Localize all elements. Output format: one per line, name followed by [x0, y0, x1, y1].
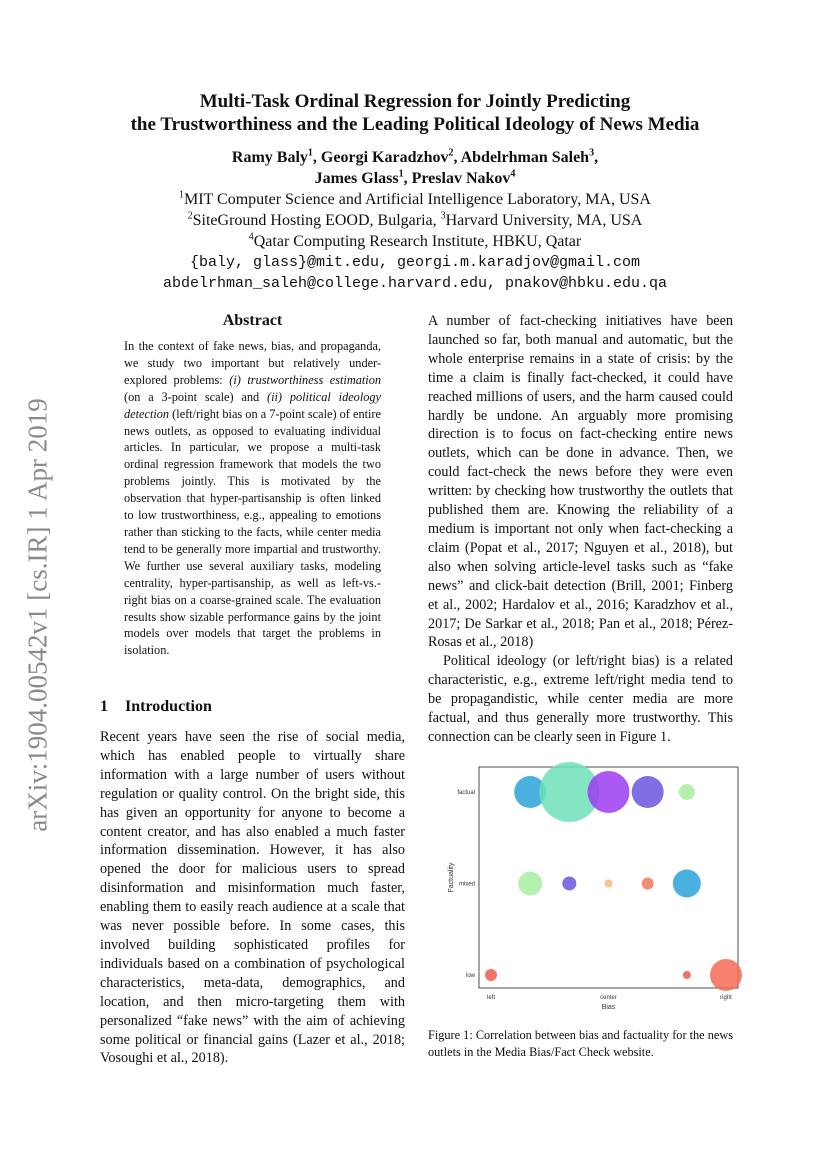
separator: ,	[453, 149, 461, 166]
data-bubble	[679, 784, 695, 800]
abstract-segment: (on a 3-point scale) and	[124, 389, 267, 404]
author-name: Abdelrhman Saleh	[460, 149, 590, 166]
section-title: Introduction	[125, 698, 212, 715]
affiliation-text: Qatar Computing Research Institute, HBKU, Qatar	[253, 233, 582, 250]
data-bubble	[518, 872, 542, 896]
y-tick-label: mixed	[458, 881, 475, 888]
abstract-text	[124, 338, 381, 659]
author-line-1	[60, 147, 770, 168]
figure-caption: Figure 1: Correlation between bias and factuality for the news outlets in the Media Bias/Fact Check website.	[428, 1028, 733, 1059]
data-bubble	[710, 959, 742, 991]
intro-paragraph: Recent years have seen the rise of social media, which has enabled people to virtually share information with a large number of users without regulation or quality control. On the bright side, this has given an opportunity for anyone to become a content creator, and has also enabled a much faster information dissemination. However, it has also opened the door for malicious users to spread disinformation and misinformation much faster, enabling them to easily reach audience at a scale that was never possible before. In some cases, this involved building sophisticated profiles for individuals based on a combination of psychological characteristics, meta-data, demographics, and location, and then micro-targeting them with personalized “fake news” with the aim of achieving some political or financial gains (Lazer et al., 2018; Vosoughi et al., 2018).	[100, 729, 405, 1067]
abstract-segment: (left/right bias on a 7-point scale) of entire news outlets, as opposed to evaluating individual articles. In particular, we propose a multi-task ordinal regression framework that models the two problems jointly. This is motivated by the observation that hyper-partisanship is often linked to low trustworthiness, e.g., appealing to emotions rather than sticking to the facts, while center media tend to be generally more impartial and trustworthy. We further use several auxiliary tasks, modeling centrality, hyper-partisanship, as well as left-vs.-right bias on a coarse-grained scale. The evaluation results show sizable performance gains by the joint models over models that target the problems in isolation.	[124, 406, 381, 658]
paragraph: Political ideology (or left/right bias) is a related characteristic, e.g., extreme left/right media tend to be propagandistic, while center media are more factual, and thus generally more trustworthy. This connection can be clearly seen in Figure 1.	[428, 653, 733, 745]
affiliation-marker: 4	[510, 168, 516, 180]
figure-1	[446, 762, 746, 1017]
affiliation-3	[60, 231, 770, 252]
abstract-italic: (ii)	[266, 389, 282, 404]
affiliation-1	[60, 189, 770, 210]
title-line-2: the Trustworthiness and the Leading Political Ideology of News Media	[130, 114, 700, 135]
author-block	[60, 147, 770, 294]
arxiv-stamp	[20, 380, 56, 850]
y-tick-label: factual	[457, 790, 475, 796]
x-tick-label: center	[600, 995, 617, 1001]
paragraph: A number of fact-checking initiatives have been launched so far, both manual and automatic, but the whole enterprise remains in a state of crisis: by the time a claim is finally fact-checked, it could have reached millions of users, and the harm caused could hardly be undone. An arguably more promising direction is to focus on fact-checking entire news outlets, which can be done in advance. Then, we could fact-check the news before they were even written: by checking how trustworthy the outlets that published them are. Knowing the reliability of a medium is important not only when fact-checking a claim (Popat et al., 2017; Nguyen et al., 2018), but also when solving article-level tasks such as “fake news” and click-bait detection (Brill, 2001; Finberg et al., 2002; Hardalov et al., 2016; Karadzhov et al., 2017; De Sarkar et al., 2018; Pan et al., 2018; Pérez-Rosas et al., 2018)	[428, 313, 733, 651]
abstract-emphasis: trustworthiness estimation	[240, 372, 381, 387]
separator: ,	[594, 149, 599, 166]
data-bubble	[485, 969, 497, 981]
affiliation-marker: 1	[179, 189, 184, 201]
data-bubble	[605, 880, 613, 888]
x-axis-label: Bias	[601, 1004, 616, 1011]
abstract-segment: In the context of fake news, bias, and propaganda, we study two important but relatively under-explored problems:	[124, 339, 381, 387]
x-tick-label: left	[486, 995, 496, 1001]
abstract-heading: Abstract	[222, 312, 283, 329]
affiliation-marker: 3	[440, 210, 446, 222]
title-line-1: Multi-Task Ordinal Regression for Jointly Predicting	[199, 91, 631, 112]
affiliation-text: SiteGround Hosting EOOD, Bulgaria,	[192, 212, 441, 229]
data-bubble	[642, 878, 654, 890]
author-name: Preslav Nakov	[411, 170, 511, 187]
author-name: Georgi Karadzhov	[320, 149, 449, 166]
email-line-1: {baly, glass}@mit.edu, georgi.m.karadjov@gmail.com	[189, 254, 641, 271]
section-heading-introduction	[100, 698, 212, 716]
right-column-text	[428, 312, 733, 747]
author-name: James Glass	[314, 170, 399, 187]
affiliation-2	[60, 210, 770, 231]
data-bubble	[588, 771, 630, 813]
arxiv-id: arXiv:1904.00542v1 [cs.IR] 1 Apr 2019	[22, 398, 53, 832]
data-bubble	[632, 776, 664, 808]
x-tick-label: right	[720, 995, 732, 1001]
data-bubble	[562, 877, 576, 891]
data-bubble	[683, 971, 691, 979]
affiliation-text: MIT Computer Science and Artificial Intelligence Laboratory, MA, USA	[184, 191, 651, 208]
author-line-2	[60, 168, 770, 189]
affiliation-text: Harvard University, MA, USA	[445, 212, 643, 229]
affiliation-marker: 2	[448, 147, 454, 159]
affiliation-marker: 1	[307, 147, 313, 159]
y-axis-label: Factuality	[448, 862, 455, 893]
affiliation-marker: 3	[589, 147, 595, 159]
affiliation-marker: 2	[187, 210, 193, 222]
separator: ,	[403, 170, 412, 187]
email-line-2: abdelrhman_saleh@college.harvard.edu, pnakov@hbku.edu.qa	[162, 275, 668, 292]
bubble-chart	[446, 762, 746, 1017]
abstract-italic: (i)	[229, 372, 241, 387]
abstract-emphasis: political ideology detection	[124, 389, 381, 421]
paper-title	[60, 90, 770, 136]
data-bubble	[673, 870, 701, 898]
affiliation-marker: 4	[248, 231, 254, 243]
y-tick-label: low	[465, 973, 475, 979]
author-name: Ramy Baly	[231, 149, 308, 166]
affiliation-marker: 1	[398, 168, 404, 180]
separator: ,	[312, 149, 321, 166]
section-number: 1	[100, 698, 108, 715]
